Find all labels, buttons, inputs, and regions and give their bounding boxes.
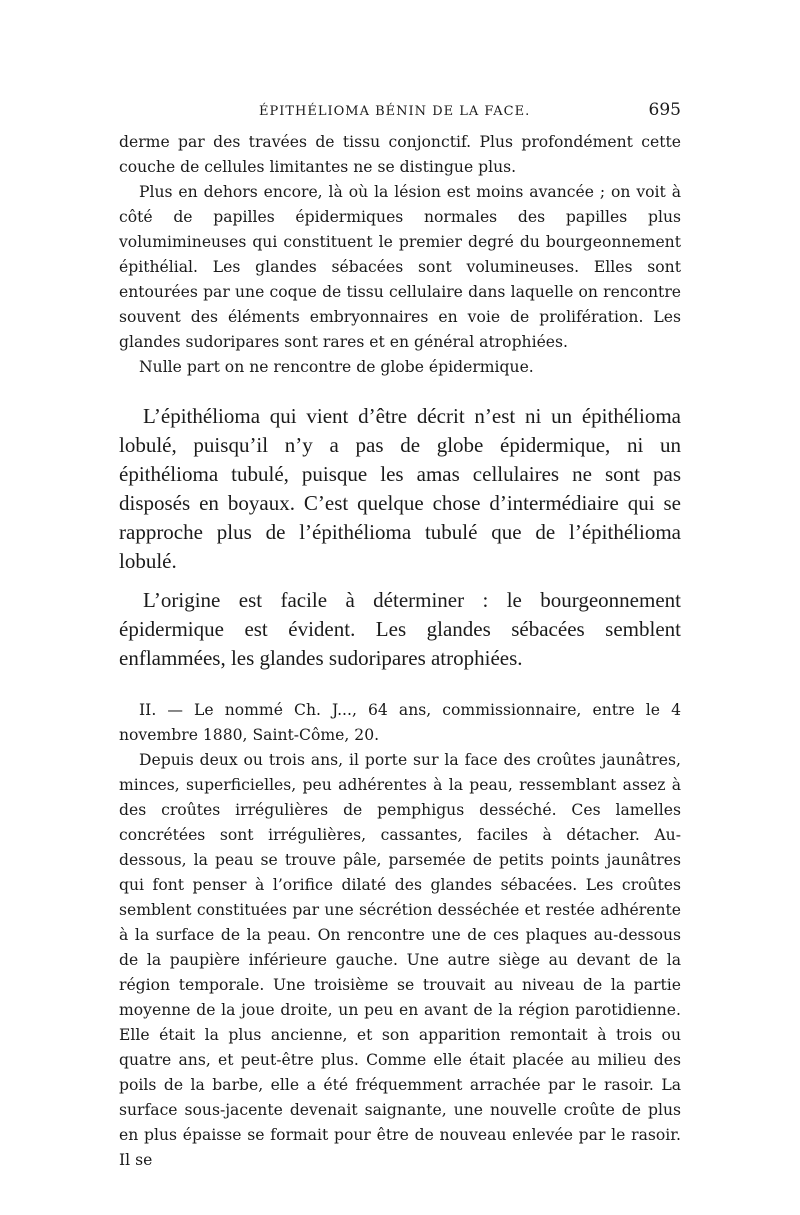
section-case-report [119, 698, 681, 1173]
running-head [119, 98, 681, 130]
paragraph: L’épithélioma qui vient d’être décrit n’est ni un épithélioma lobulé, puisqu’il n’y a pas de globe épidermique, ni un épithélioma tubulé, puisque les amas cellulaires ne sont pas disposés en boyaux. C’est quelque chose d’intermédiaire qui se rapproche plus de l’épithélioma tubulé que de l’épithélioma lobulé. [119, 404, 681, 573]
section-histology [119, 130, 681, 380]
paragraph: derme par des travées de tissu conjonctif. Plus profondément cette couche de cellules limitantes ne se distingue plus. [119, 133, 681, 176]
section-conclusion [119, 402, 681, 673]
book-page [119, 98, 681, 1173]
page-number: 695 [648, 100, 681, 120]
case-heading-paragraph: II. — Le nommé Ch. J..., 64 ans, commissionnaire, entre le 4 novembre 1880, Saint-Côme, 20. [119, 701, 681, 744]
paragraph: Plus en dehors encore, là où la lésion est moins avancée ; on voit à côté de papilles épidermiques normales des papilles plus volumimineuses qui constituent le premier degré du bourgeonnement épithélial. Les glandes sébacées sont volumineuses. Elles sont entourées par une coque de tissu cellulaire dans laquelle on rencontre souvent des éléments embryonnaires en voie de prolifération. Les glandes sudoripares sont rares et en général atrophiées. [119, 183, 681, 351]
paragraph: Nulle part on ne rencontre de globe épidermique. [139, 358, 534, 376]
paragraph: Depuis deux ou trois ans, il porte sur la face des croûtes jaunâtres, minces, superficielles, peu adhérentes à la peau, ressemblant assez à des croûtes irrégulières de pemphigus desséché. Ces lamelles concrétées sont irrégulières, cassantes, faciles à détacher. Au-dessous, la peau se trouve pâle, parsemée de petits points jaunâtres qui font penser à l’orifice dilaté des glandes sébacées. Les croûtes semblent constituées par une sécrétion desséchée et restée adhérente à la surface de la peau. On rencontre une de ces plaques au-dessous de la paupière inférieure gauche. Une autre siège au devant de la région temporale. Une troisième se trouvait au niveau de la partie moyenne de la joue droite, un peu en avant de la région parotidienne. Elle était la plus ancienne, et son apparition remontait à trois ou quatre ans, et peut-être plus. Comme elle était placée au milieu des poils de la barbe, elle a été fréquemment arrachée par le rasoir. La surface sous-jacente devenait saignante, une nouvelle croûte de plus en plus épaisse se formait pour être de nouveau enlevée par le rasoir. Il se [119, 751, 681, 1169]
paragraph: L’origine est facile à déterminer : le bourgeonnement épidermique est évident. Les glandes sébacées semblent enflammées, les glandes sudoripares atrophiées. [119, 588, 681, 670]
running-title: ÉPITHÉLIOMA BÉNIN DE LA FACE. [259, 104, 531, 119]
